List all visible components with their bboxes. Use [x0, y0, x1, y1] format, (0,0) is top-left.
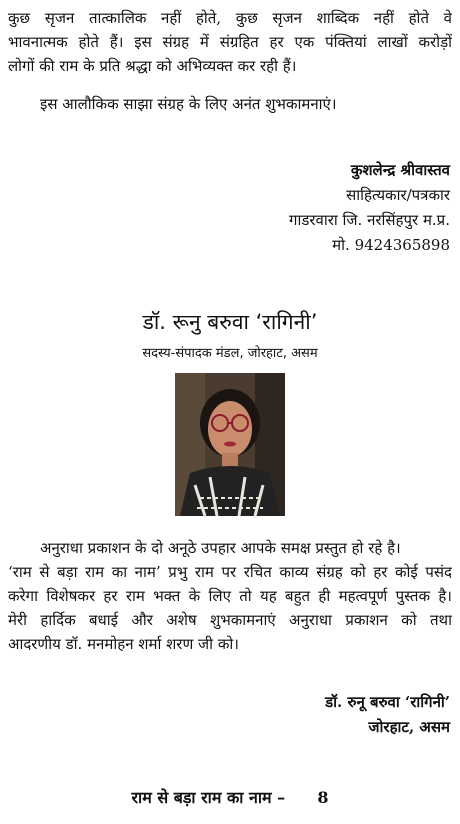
profile-subtitle: सदस्य-संपादक मंडल, जोरहाट, असम — [142, 346, 318, 361]
page-footer — [0, 786, 460, 808]
intro-line: भावनात्मक होते हैं। इस संग्रह में संग्रहित हर एक पंक्तियां लाखों करोड़ों — [8, 33, 452, 51]
footer-book-title: राम से बड़ा राम का नाम – — [131, 788, 286, 807]
signature-role: साहित्यकार/पत्रकार — [346, 186, 450, 204]
message-line: मेरी हार्दिक बधाई और अशेष शुभकामनाएं अनुराधा प्रकाशन को तथा — [8, 611, 452, 629]
signature-block-2 — [325, 690, 450, 740]
signature-phone: मो. 9424365898 — [332, 236, 450, 254]
wishes-line: इस आलौकिक साझा संग्रह के लिए अनंत शुभकामनाएं। — [40, 95, 337, 113]
signature-name: कुशलेन्द्र श्रीवास्तव — [350, 161, 450, 179]
intro-line: लोगों की राम के प्रति श्रद्धा को अभिव्यक्त कर रही हैं। — [8, 57, 297, 75]
intro-paragraph — [8, 6, 452, 78]
signature-name: डॉ. रुनू बरुवा ‘रागिनी’ — [325, 693, 450, 711]
intro-line: कुछ सृजन तात्कालिक नहीं होते, कुछ सृजन शाब्दिक नहीं होते वे — [8, 9, 452, 27]
message-paragraph — [8, 536, 452, 656]
signature-block-1 — [289, 158, 450, 258]
profile-name-heading: डॉ. रूनु बरुवा ‘रागिनी’ — [142, 310, 318, 334]
message-line: ‘राम से बड़ा राम का नाम’ प्रभु राम पर रचित काव्य संग्रह को हर कोई पसंद — [8, 563, 452, 581]
wishes-paragraph — [8, 92, 452, 116]
message-line: आदरणीय डॉ. मनमोहन शर्मा शरण जी को। — [8, 635, 239, 653]
page-number: 8 — [317, 788, 329, 807]
message-line: अनुराधा प्रकाशन के दो अनूठे उपहार आपके समक्ष प्रस्तुत हो रहे है। — [40, 539, 401, 557]
message-line: करेगा विशेषकर हर राम भक्त के लिए तो यह बहुत ही महत्वपूर्ण पुस्तक है। — [8, 587, 452, 605]
signature-place: गाडरवारा जि. नरसिंहपुर म.प्र. — [289, 211, 450, 229]
signature-place: जोरहाट, असम — [368, 718, 450, 736]
profile-photo — [175, 373, 285, 516]
